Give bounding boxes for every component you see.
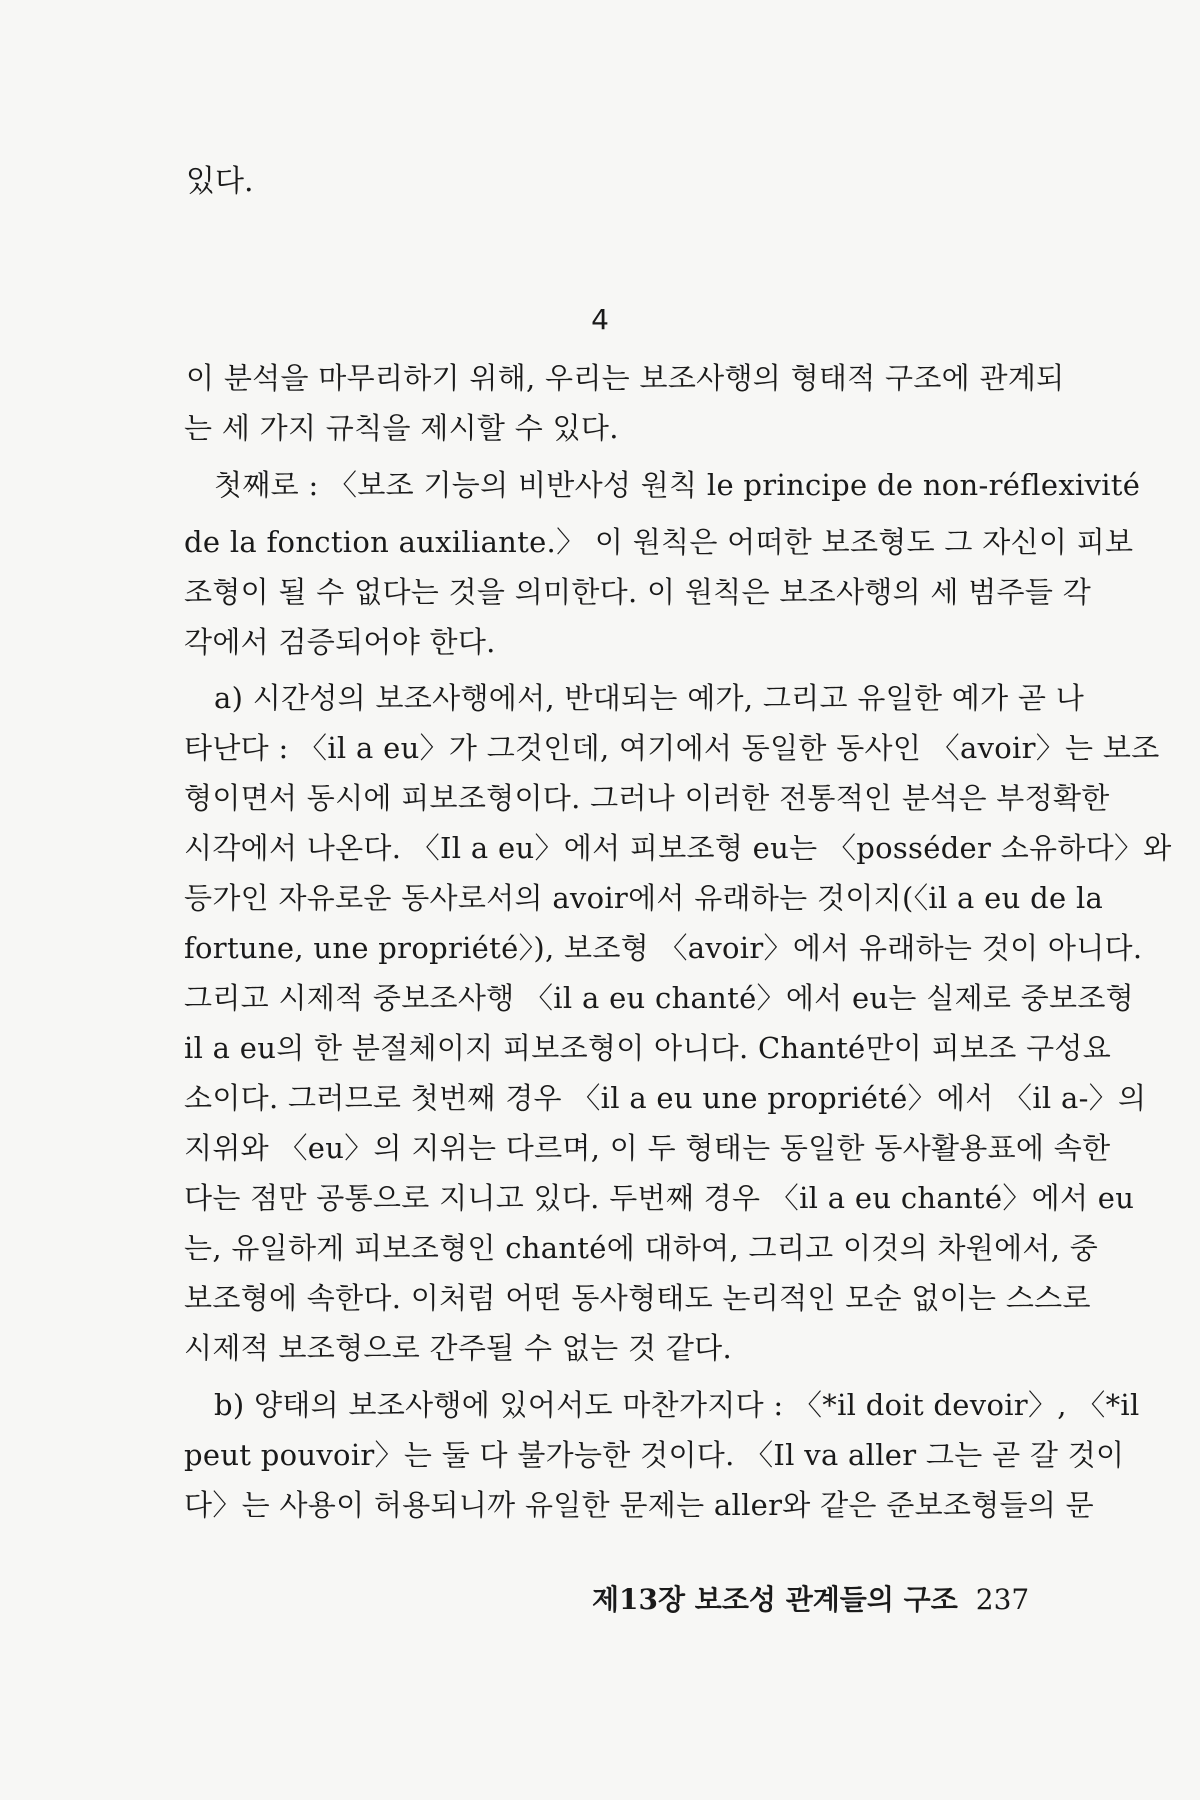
- body-line: 소이다. 그러므로 첫번째 경우 〈il a eu une propriété〉에서 〈il a-〉의: [184, 1081, 1147, 1115]
- body-line: 각에서 검증되어야 한다.: [184, 625, 496, 659]
- body-line: de la fonction auxiliante.〉 이 원칙은 어떠한 보조형도 그 자신이 피보: [184, 525, 1134, 559]
- body-line: fortune, une propriété〉), 보조형 〈avoir〉에서 유래하는 것이 아니다.: [184, 931, 1143, 965]
- page-number: 237: [975, 1583, 1030, 1616]
- body-line: 타난다 : 〈il a eu〉가 그것인데, 여기에서 동일한 동사인 〈avoir〉는 보조: [184, 731, 1160, 765]
- section-number: 4: [591, 303, 609, 336]
- body-line: 는 세 가지 규칙을 제시할 수 있다.: [184, 411, 619, 445]
- body-line: 는, 유일하게 피보조형인 chanté에 대하여, 그리고 이것의 차원에서, 중: [184, 1231, 1099, 1265]
- running-footer: [592, 1575, 1029, 1625]
- body-line: 조형이 될 수 없다는 것을 의미한다. 이 원칙은 보조사행의 세 범주들 각: [184, 575, 1092, 609]
- body-line: 등가인 자유로운 동사로서의 avoir에서 유래하는 것이지(〈il a eu de la: [184, 881, 1104, 915]
- body-line: 보조형에 속한다. 이처럼 어떤 동사형태도 논리적인 모순 없이는 스스로: [184, 1281, 1091, 1315]
- body-line: peut pouvoir〉는 둘 다 불가능한 것이다. 〈Il va aller 그는 곧 갈 것이: [184, 1438, 1125, 1472]
- body-line: 시각에서 나온다. 〈Il a eu〉에서 피보조형 eu는 〈posséder 소유하다〉와: [184, 831, 1172, 865]
- chapter-title: 제13장 보조성 관계들의 구조: [592, 1583, 958, 1616]
- body-line: b) 양태의 보조사행에 있어서도 마찬가지다 : 〈*il doit devoir〉, 〈*il: [214, 1388, 1140, 1422]
- continuation-line: 있다.: [186, 164, 254, 199]
- body-line: 그리고 시제적 중보조사행 〈il a eu chanté〉에서 eu는 실제로 중보조형: [184, 981, 1134, 1015]
- body-line: 다는 점만 공통으로 지니고 있다. 두번째 경우 〈il a eu chanté〉에서 eu: [184, 1181, 1135, 1215]
- body-line: 이 분석을 마무리하기 위해, 우리는 보조사행의 형태적 구조에 관계되: [186, 361, 1065, 395]
- body-line: a) 시간성의 보조사행에서, 반대되는 예가, 그리고 유일한 예가 곧 나: [214, 681, 1085, 715]
- body-line: 시제적 보조형으로 간주될 수 없는 것 같다.: [184, 1331, 732, 1365]
- body-line: il a eu의 한 분절체이지 피보조형이 아니다. Chanté만이 피보조 구성요: [184, 1031, 1112, 1065]
- body-line: 첫째로 : 〈보조 기능의 비반사성 원칙 le principe de non-réflexivité: [214, 468, 1141, 502]
- body-line: 형이면서 동시에 피보조형이다. 그러나 이러한 전통적인 분석은 부정확한: [184, 781, 1110, 815]
- body-line: 지위와 〈eu〉의 지위는 다르며, 이 두 형태는 동일한 동사활용표에 속한: [184, 1131, 1111, 1165]
- body-line: 다〉는 사용이 허용되니까 유일한 문제는 aller와 같은 준보조형들의 문: [184, 1488, 1094, 1522]
